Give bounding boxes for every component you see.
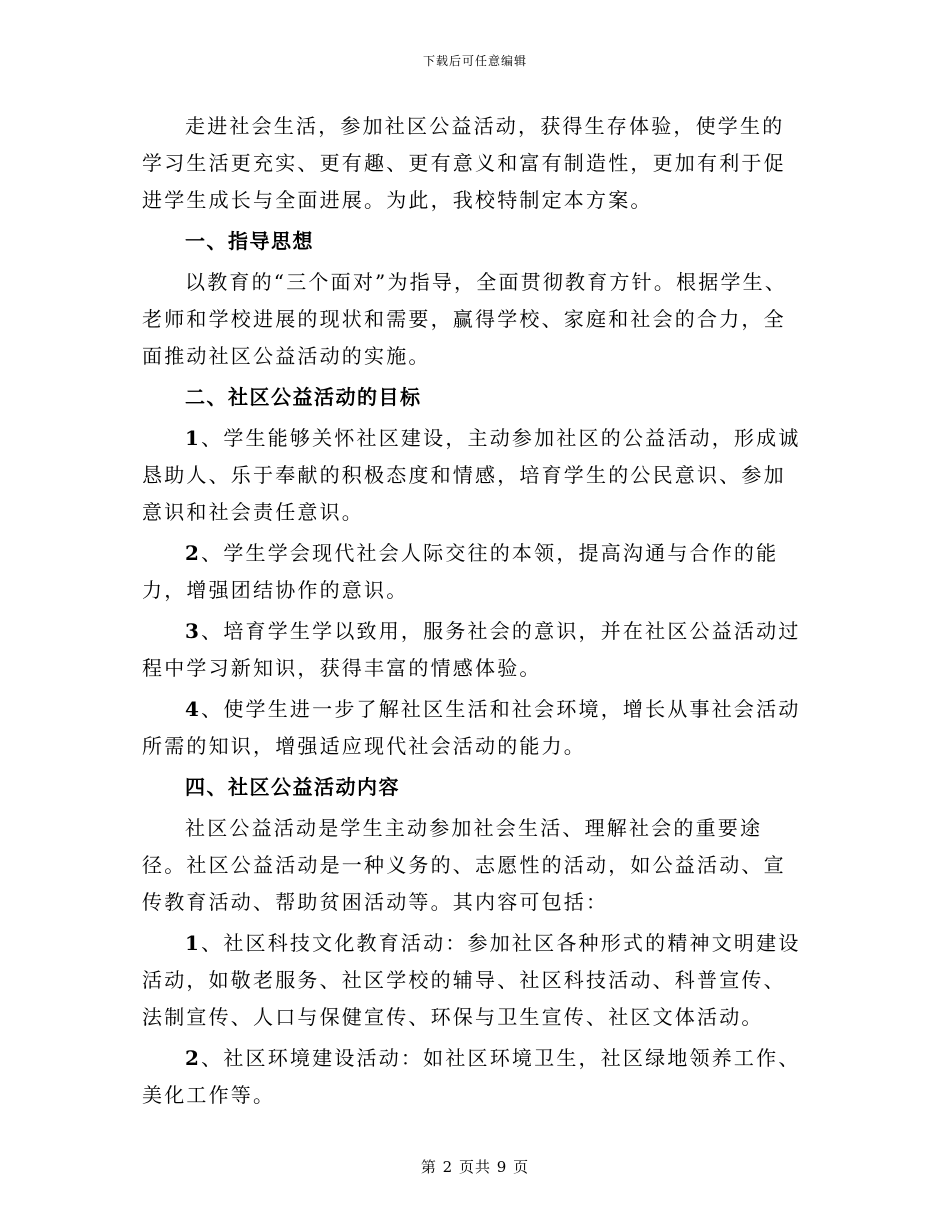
goal-item	[142, 420, 806, 531]
document-body	[142, 108, 806, 1118]
goal-item-text: 、使学生进一步了解社区生活和社会环境，增长从事社会活动所需的知识，增强适应现代社会活动的能力。	[142, 697, 801, 758]
content-item	[142, 925, 806, 1036]
guiding-ideology-paragraph: 以教育的“三个面对”为指导，全面贯彻教育方针。根据学生、老师和学校进展的现状和需要，赢得学校、家庭和社会的合力，全面推动社区公益活动的实施。	[142, 270, 788, 368]
content-item	[142, 1040, 806, 1114]
intro-paragraph: 走进社会生活，参加社区公益活动，获得生存体验，使学生的学习生活更充实、更有趣、更有意义和富有制造性，更加有利于促进学生成长与全面进展。为此，我校特制定本方案。	[142, 114, 786, 212]
goal-item	[142, 535, 806, 609]
page-number-footer: 第 2 页共 9 页	[420, 1158, 530, 1176]
goal-item-number: 2	[185, 541, 202, 565]
section-heading-guiding-ideology: 一、指导思想	[185, 229, 314, 253]
goal-item-number: 4	[185, 697, 202, 721]
activity-content-paragraph: 社区公益活动是学生主动参加社会生活、理解社会的重要途径。社区公益活动是一种义务的、志愿性的活动，如公益活动、宣传教育活动、帮助贫困活动等。其内容可包括：	[142, 816, 786, 914]
content-item-number: 2	[185, 1046, 202, 1070]
content-item-text: 、社区科技文化教育活动：参加社区各种形式的精神文明建设活动，如敬老服务、社区学校的辅导、社区科技活动、科普宣传、法制宣传、人口与保健宣传、环保与卫生宣传、社区文体活动。	[142, 931, 801, 1029]
content-item-text: 、社区环境建设活动：如社区环境卫生，社区绿地领养工作、美化工作等。	[142, 1046, 801, 1107]
content-item-number: 1	[185, 931, 202, 955]
page-header-note: 下载后可任意编辑	[422, 54, 527, 68]
goal-item-text: 、培育学生学以致用，服务社会的意识，并在社区公益活动过程中学习新知识，获得丰富的情感体验。	[142, 619, 801, 680]
goal-item	[142, 613, 806, 687]
goal-item-number: 3	[185, 619, 202, 643]
section-heading-goals: 二、社区公益活动的目标	[185, 385, 422, 409]
goal-item-text: 、学生学会现代社会人际交往的本领，提高沟通与合作的能力，增强团结协作的意识。	[142, 541, 779, 602]
section-heading-activity-content: 四、社区公益活动内容	[185, 775, 400, 799]
goal-item-number: 1	[185, 426, 202, 450]
goal-item-text: 、学生能够关怀社区建设，主动参加社区的公益活动，形成诚恳助人、乐于奉献的积极态度和情感，培育学生的公民意识、参加意识和社会责任意识。	[142, 426, 801, 524]
goal-item	[142, 691, 806, 765]
